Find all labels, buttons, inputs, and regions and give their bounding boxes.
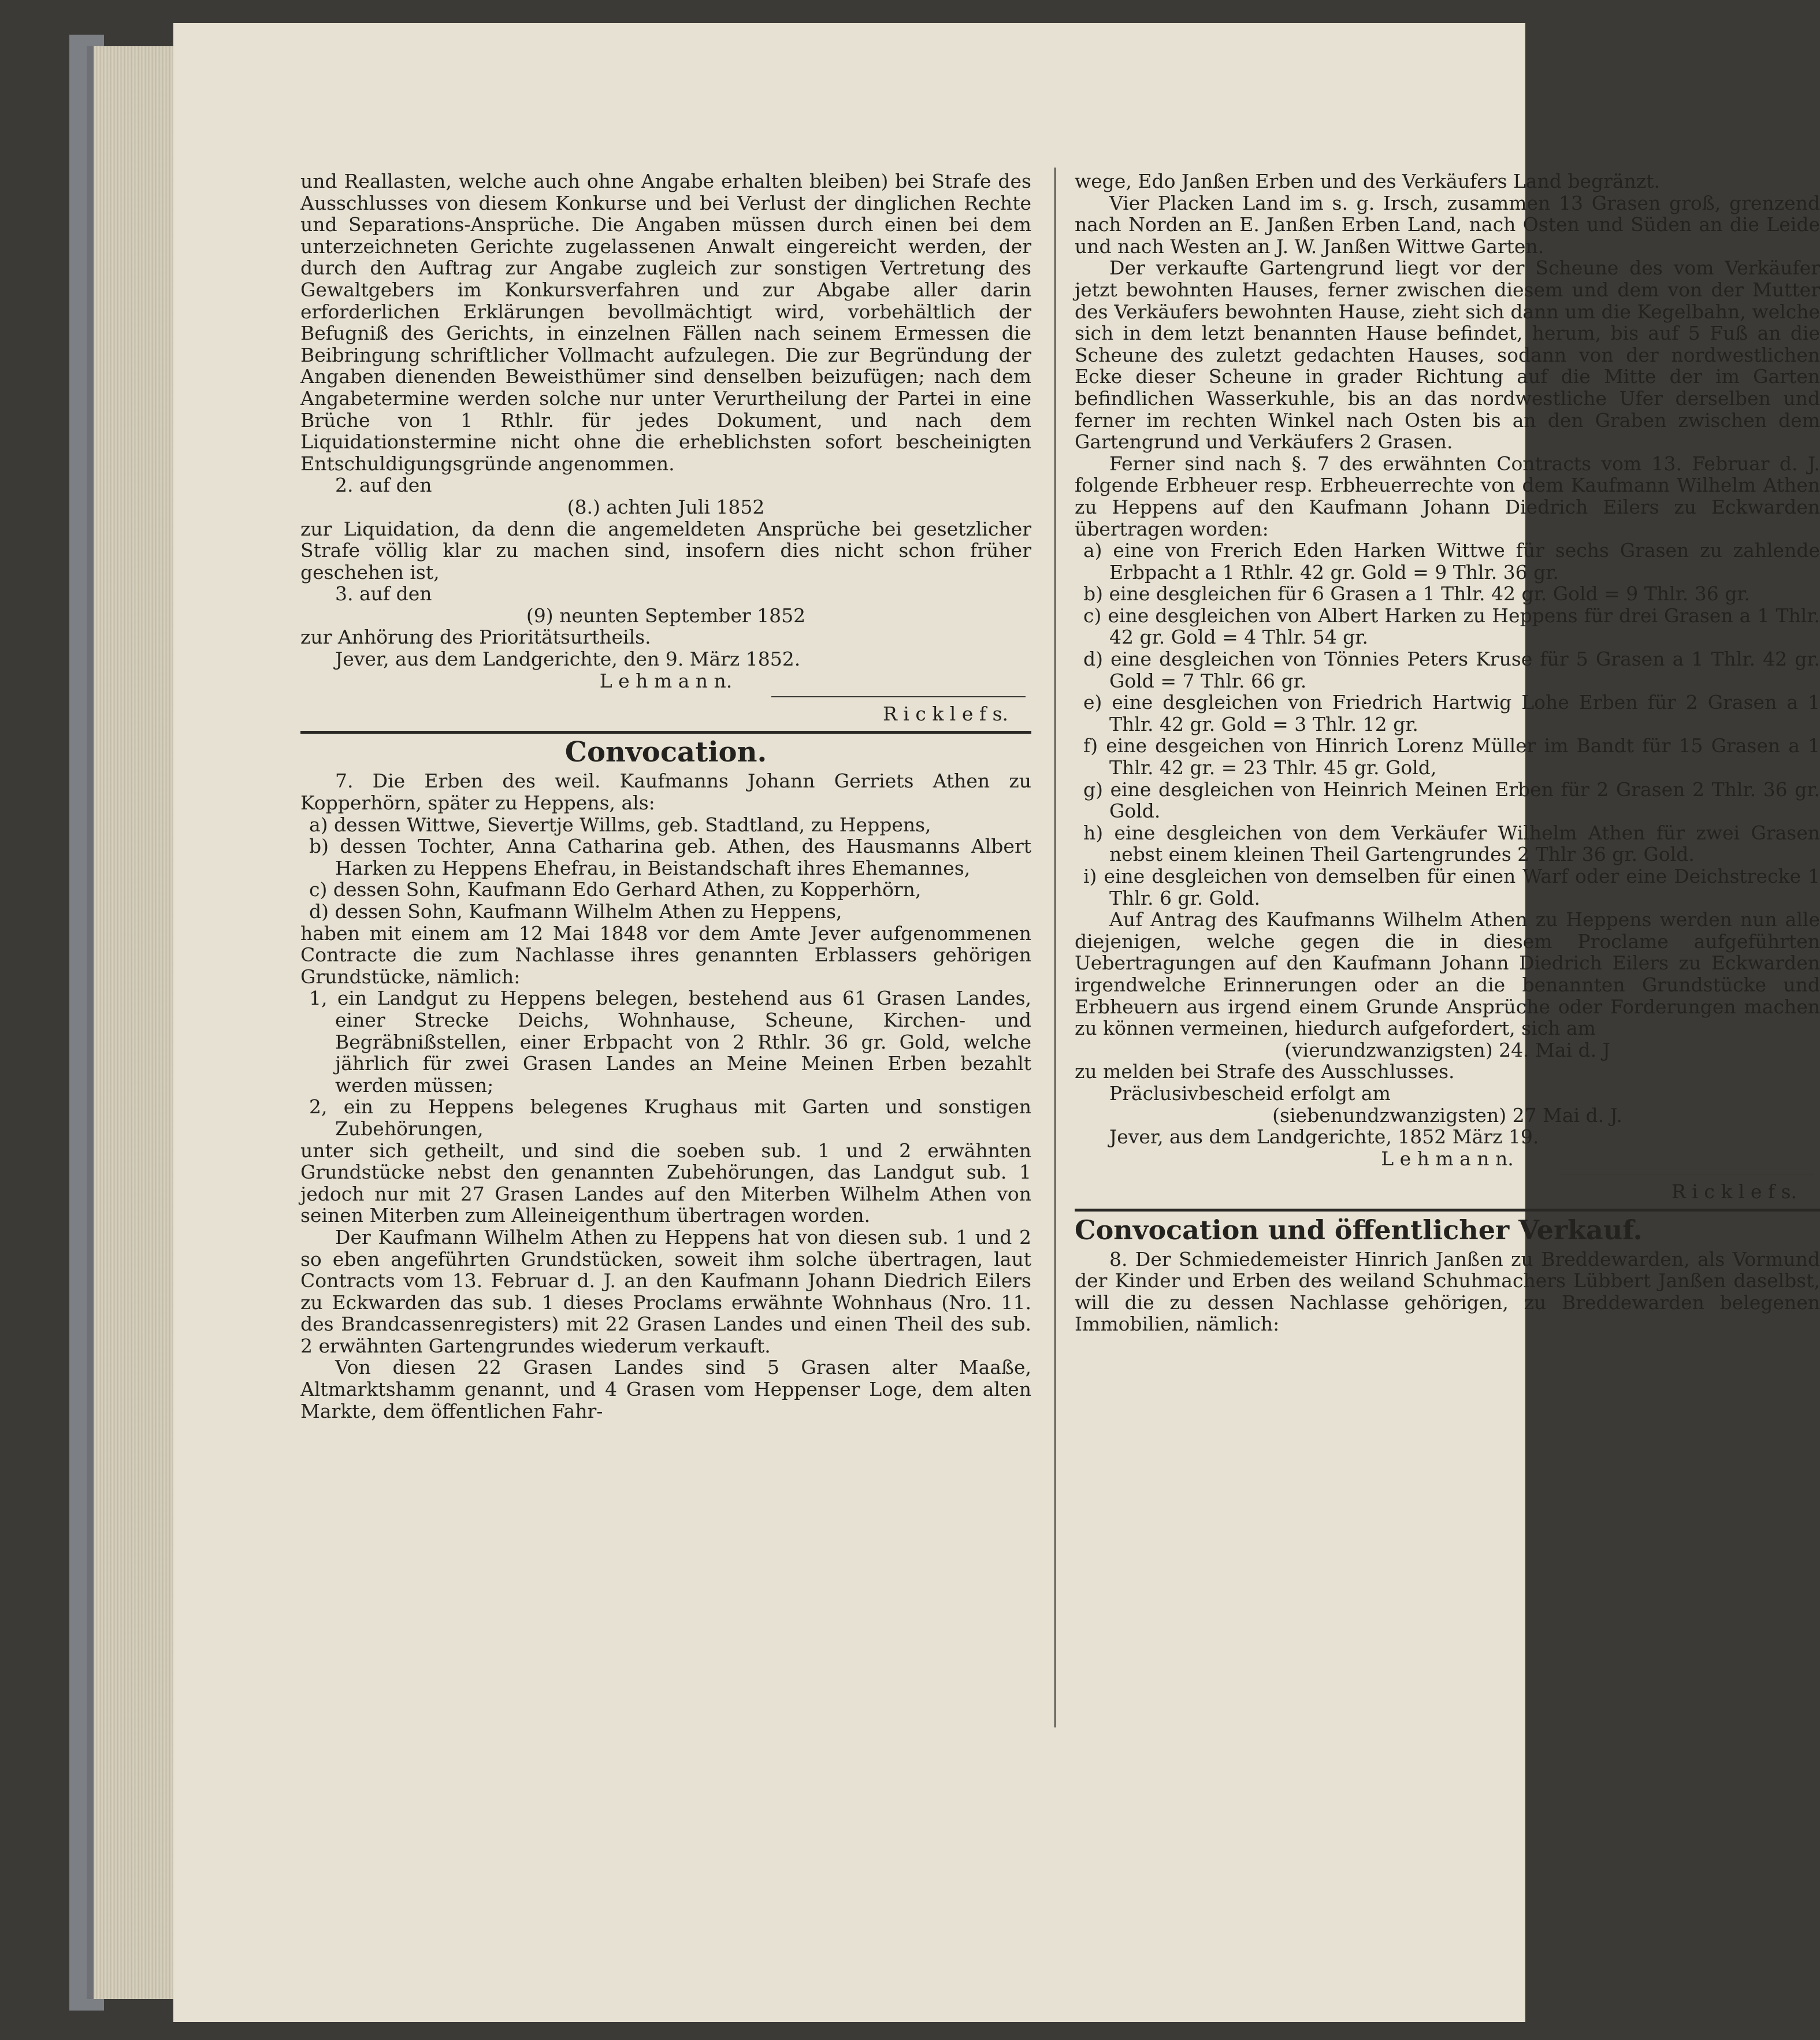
list-item: g) eine desgleichen von Heinrich Meinen Erben für 2 Grasen 2 Thlr. 36 gr. Gold.	[1083, 778, 1820, 823]
list-item: b) dessen Tochter, Anna Catharina geb. Athen, des Hausmanns Albert Harken zu Heppens Ehefrau, in Beistandschaft ihres Ehemannes,	[309, 835, 1031, 879]
list-item: h) eine desgleichen von dem Verkäufer Wilhelm Athen für zwei Grasen nebst einem kleinen Theil Gartengrundes 2 Thlr 36 gr. Gold.	[1083, 821, 1820, 866]
list-item: d) dessen Sohn, Kaufmann Wilhelm Athen zu Heppens,	[309, 900, 842, 923]
column-divider	[1054, 168, 1056, 1727]
list-item: d) eine desgleichen von Tönnies Peters Kruse für 5 Grasen a 1 Thlr. 42 gr. Gold = 7 Thlr. 66 gr.	[1083, 648, 1820, 692]
paragraph: zur Liquidation, da denn die angemeldeten Ansprüche bei gesetzlicher Strafe völlig klar zu machen sind, insofern dies nicht schon früher geschehen ist,	[300, 517, 1031, 584]
section-rule	[1075, 1209, 1820, 1212]
paragraph: haben mit einem am 12 Mai 1848 vor dem Amte Jever aufgenommenen Contracte die zum Nachlasse ihres genannten Erblassers gehörigen Grundstücke, nämlich:	[300, 921, 1031, 988]
list-item: b) eine desgleichen für 6 Grasen a 1 Thlr. 42 gr. Gold = 9 Thlr. 36 gr.	[1083, 582, 1750, 605]
page	[173, 23, 1820, 2022]
list-item: c) dessen Sohn, Kaufmann Edo Gerhard Athen, zu Kopperhörn,	[309, 878, 922, 901]
list-item: e) eine desgleichen von Friedrich Hartwig Lohe Erben für 2 Grasen a 1 Thlr. 42 gr. Gold = 3 Thlr. 12 gr.	[1083, 691, 1820, 735]
list-item: c) eine desgleichen von Albert Harken zu Heppens für drei Grasen a 1 Thlr. 42 gr. Gold = 4 Thlr. 54 gr.	[1083, 604, 1820, 649]
right-column	[1075, 170, 1820, 1335]
signature-name: R i c k l e f s.	[1671, 1180, 1797, 1203]
left-column	[300, 170, 1031, 1422]
paragraph: zur Anhörung des Prioritätsurtheils.	[300, 626, 651, 649]
paragraph: Der Kaufmann Wilhelm Athen zu Heppens hat von diesen sub. 1 und 2 so eben angeführten Grundstücken, soweit ihm solche übertragen, laut Contracts vom 13. Februar d. J. an den Kaufmann Johann Diedrich Eilers zu Eckwarden das sub. 1 dieses Proclams erwähnte Wohnhaus (Nro. 11. des Brandcassenregisters) mit 22 Grasen Landes und einen Theil des sub. 2 erwähnten Gartengrundes wiederum verkauft.	[300, 1225, 1031, 1357]
date-line: (siebenundzwanzigsten) 27 Mai d. J.	[1272, 1103, 1622, 1127]
paragraph: Der verkaufte Gartengrund liegt vor der Scheune des vom Verkäufer jetzt bewohnten Hauses, ferner zwischen diesem und dem von der Mutter des Verkäufers bewohnten Hause, zieht sich dann um die Kegelbahn, welche sich in dem letzt benannten Hause befindet, herum, bis auf 5 Fuß an die Scheune des zuletzt gedachten Hauses, sodann von der nordwestlichen Ecke dieser Scheune in grader Richtung auf die Mitte der im Garten befindlichen Wasserkuhle, bis an das nordwestliche Ufer derselben und ferner im rechten Winkel nach Osten bis an den Graben zwischen dem Gartengrund und Verkäufers 2 Grasen.	[1075, 257, 1820, 454]
list-item: i) eine desgleichen von demselben für einen Warf oder eine Deichstrecke 1 Thlr. 6 gr. Gold.	[1083, 865, 1820, 909]
divider-rule	[771, 696, 1026, 697]
place-date-line: Jever, aus dem Landgerichte, den 9. März 1852.	[335, 648, 801, 671]
date-line: (9) neunten September 1852	[526, 604, 806, 627]
signature-name: R i c k l e f s.	[882, 703, 1008, 726]
signature-name: L e h m a n n.	[1381, 1147, 1514, 1170]
paragraph: zu melden bei Strafe des Ausschlusses.	[1075, 1060, 1455, 1083]
place-date-line: Jever, aus dem Landgerichte, 1852 März 19.	[1109, 1125, 1539, 1149]
paragraph: Von diesen 22 Grasen Landes sind 5 Grasen alter Maaße, Altmarktshamm genannt, und 4 Grasen vom Heppenser Loge, dem alten Markte, dem öffentlichen Fahr-	[300, 1356, 1031, 1422]
date-line: (8.) achten Juli 1852	[567, 495, 765, 518]
list-item: a) eine von Frerich Eden Harken Wittwe für sechs Grasen zu zahlende Erbpacht a 1 Rthlr. 42 gr. Gold = 9 Thlr. 36 gr.	[1083, 539, 1820, 584]
divider-rule	[1560, 1174, 1814, 1175]
paragraph: 3. auf den	[335, 582, 432, 605]
paragraph: 7. Die Erben des weil. Kaufmanns Johann Gerriets Athen zu Kopperhörn, später zu Heppens, als:	[300, 770, 1031, 815]
list-item: a) dessen Wittwe, Sievertje Willms, geb. Stadtland, zu Heppens,	[309, 813, 931, 836]
signature-name: L e h m a n n.	[599, 669, 733, 692]
section-rule	[300, 731, 1031, 734]
paragraph: Auf Antrag des Kaufmanns Wilhelm Athen zu Heppens werden nun alle diejenigen, welche gegen die in diesem Proclame aufgeführten Uebertragungen auf den Kaufmann Johann Diedrich Eilers zu Eckwarden irgendwelche Erinnerungen oder an die benannten Grundstücke und Erbheuern aus irgend einem Grunde Ansprüche oder Forderungen machen zu können vermeinen, hiedurch aufgefordert, sich am	[1075, 908, 1820, 1040]
date-line: (vierundzwanzigsten) 24. Mai d. J	[1284, 1038, 1610, 1061]
section-heading: Convocation und öffentlicher Verkauf.	[1075, 1214, 1643, 1246]
list-item: f) eine desgeichen von Hinrich Lorenz Müller im Bandt für 15 Grasen a 1 Thlr. 42 gr. = 23 Thlr. 45 gr. Gold,	[1083, 734, 1820, 779]
paragraph: 2. auf den	[335, 474, 432, 497]
paragraph: Ferner sind nach §. 7 des erwähnten Contracts vom 13. Februar d. J. folgende Erbheuer resp. Erbheuerrechte von dem Kaufmann Wilhelm Athen zu Heppens auf den Kaufmann Johann Diedrich Eilers zu Eckwarden übertragen worden:	[1075, 452, 1820, 540]
paragraph: und Reallasten, welche auch ohne Angabe erhalten bleiben) bei Strafe des Ausschlusses von diesem Konkurse und bei Verlust der dinglichen Rechte und Separations-Ansprüche. Die Angaben müssen durch einen bei dem unterzeichneten Gerichte zugelassenen Anwalt eingereicht werden, der durch den Auftrag zur Angabe zugleich zur sonstigen Vertretung des Gewaltgebers im Konkursverfahren und zur Abgabe aller darin erforderlichen Erklärungen bevollmächtigt wird, vorbehältlich der Befugniß des Gerichts, in einzelnen Fällen nach seinem Ermessen die Beibringung schriftlicher Vollmacht aufzulegen. Die zur Begründung der Angaben dienenden Beweisthümer sind denselben beizufügen; nach dem Angabetermine werden solche nur unter Verurtheilung der Partei in eine Brüche von 1 Rthlr. für jedes Dokument, und nach dem Liquidationstermine nicht ohne die erheblichsten sofort bescheinigten Entschuldigungsgründe angenommen.	[300, 170, 1031, 475]
paragraph: Vier Placken Land im s. g. Irsch, zusammen 13 Grasen groß, grenzend nach Norden an E. Janßen Erben Land, nach Osten und Süden an die Leide und nach Westen an J. W. Janßen Wittwe Garten.	[1075, 191, 1820, 258]
paragraph: wege, Edo Janßen Erben und des Verkäufers Land begränzt.	[1075, 170, 1660, 192]
section-heading: Convocation.	[564, 735, 767, 768]
paragraph: 8. Der Schmiedemeister Hinrich Janßen zu Breddewarden, als Vormund der Kinder und Erben des weiland Schuhmachers Lübbert Janßen daselbst, will die zu dessen Nachlasse gehörigen, zu Breddewarden belegenen Immobilien, nämlich:	[1075, 1247, 1820, 1336]
list-item: 2, ein zu Heppens belegenes Krughaus mit Garten und sonstigen Zubehörungen,	[309, 1095, 1031, 1140]
paragraph: Präclusivbescheid erfolgt am	[1109, 1082, 1391, 1105]
list-item: 1, ein Landgut zu Heppens belegen, bestehend aus 61 Grasen Landes, einer Strecke Deichs, Wohnhause, Scheune, Kirchen- und Begräbnißstellen, einer Erbpacht von 2 Rthlr. 36 gr. Gold, welche jährlich für zwei Grasen Landes an Meine Meinen Erben bezahlt werden müssen;	[309, 987, 1031, 1097]
paragraph: unter sich getheilt, und sind die soeben sub. 1 und 2 erwähnten Grundstücke nebst den genannten Zubehörungen, das Landgut sub. 1 jedoch nur mit 27 Grasen Landes auf den Miterben Wilhelm Athen von seinen Miterben zum Alleineigenthum übertragen worden.	[300, 1139, 1031, 1227]
